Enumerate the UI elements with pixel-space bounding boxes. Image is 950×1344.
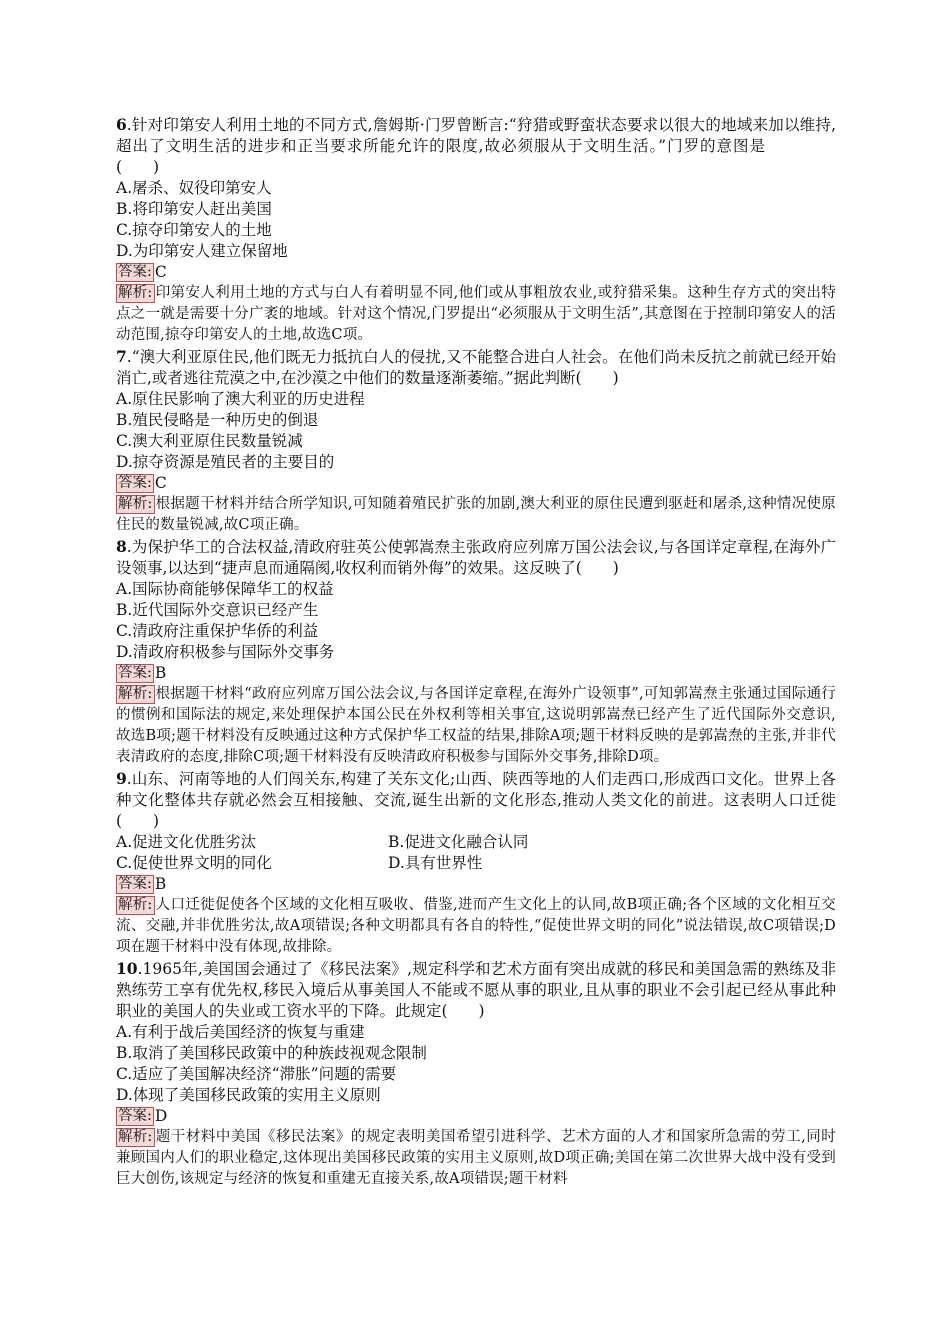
question-number: 7	[116, 347, 127, 366]
answer-tag: 答案:	[118, 665, 152, 681]
answer-line	[116, 473, 836, 494]
question-6	[116, 114, 836, 346]
analysis-tag: 解析:	[118, 285, 153, 301]
analysis-tag: 解析:	[118, 897, 153, 913]
question-10	[116, 958, 836, 1190]
option-c: C.掠夺印第安人的土地	[116, 221, 272, 239]
option-b: B.近代国际外交意识已经产生	[116, 601, 319, 619]
analysis-text: 解析: 根据题干材料并结合所学知识,可知随着殖民扩张的加剧,澳大利亚的原住民遭到驱赶和屠杀,这种情况使原住民的数量锐减,故C项正确。	[116, 496, 836, 533]
answer-value: C	[154, 263, 167, 281]
question-9	[116, 768, 836, 958]
option-b: B.取消了美国移民政策中的种族歧视观念限制	[116, 1044, 427, 1062]
answer-tag: 答案:	[118, 876, 152, 892]
answer-tag: 答案:	[118, 1108, 152, 1124]
question-stem: 6.针对印第安人利用土地的不同方式,詹姆斯·门罗曾断言:“狩猎或野蛮状态要求以很大的地域来加以维持,超出了文明生活的进步和正当要求所能允许的限度,故必须服从于文明生活。”门罗的意图是( )	[116, 115, 836, 176]
answer-line	[116, 874, 836, 895]
option-d: D.具有世界性	[388, 854, 483, 872]
option-d: D.清政府积极参与国际外交事务	[116, 643, 335, 661]
analysis-text: 解析: 印第安人利用土地的方式与白人有着明显不同,他们或从事粗放农业,或狩猎采集。这种生存方式的突出特点之一就是需要十分广袤的地域。针对这个情况,门罗提出“必须服从于文明生活”,其意图在于控制印第安人的活动范围,掠夺印第安人的土地,故选C项。	[116, 285, 836, 343]
analysis-tag: 解析:	[118, 1129, 153, 1145]
question-7	[116, 346, 836, 536]
option-a: A.促进文化优胜劣汰	[116, 833, 257, 851]
question-number: 6	[116, 115, 127, 134]
option-c: C.适应了美国解决经济“滞胀”问题的需要	[116, 1065, 397, 1083]
answer-line	[116, 262, 836, 283]
analysis-tag: 解析:	[118, 496, 153, 512]
option-c: C.清政府注重保护华侨的利益	[116, 622, 319, 640]
option-a: A.屠杀、奴役印第安人	[116, 179, 272, 197]
analysis-text: 解析: 根据题干材料“政府应列席万国公法会议,与各国详定章程,在海外广设领事”,可知郭嵩焘主张通过国际通行的惯例和国际法的规定,来处理保护本国公民在外权利等相关事宜,这说明郭嵩焘已经产生了近代国际外交意识,故选B项;题干材料没有反映通过这种方式保护华工权益的结果,排除A项;题干材料反映的是郭嵩焘的主张,并非代表清政府的态度,排除C项;题干材料没有反映清政府积极参与国际外交事务,排除D项。	[116, 686, 836, 765]
document-page	[116, 114, 836, 1190]
answer-tag: 答案:	[118, 475, 152, 491]
option-c: C.促使世界文明的同化	[116, 854, 272, 872]
option-b: B.促进文化融合认同	[388, 833, 529, 851]
option-a: A.原住民影响了澳大利亚的历史进程	[116, 390, 365, 408]
answer-value: B	[154, 875, 167, 893]
option-a: A.有利于战后美国经济的恢复与重建	[116, 1023, 365, 1041]
option-c: C.澳大利亚原住民数量锐减	[116, 432, 303, 450]
option-b: B.将印第安人赶出美国	[116, 200, 272, 218]
option-d: D.掠夺资源是殖民者的主要目的	[116, 453, 335, 471]
answer-line	[116, 1106, 836, 1127]
option-d: D.为印第安人建立保留地	[116, 242, 288, 260]
question-8	[116, 536, 836, 768]
analysis-text: 解析: 题干材料中美国《移民法案》的规定表明美国希望引进科学、艺术方面的人才和国家所急需的劳工,同时兼顾国内人们的职业稳定,这体现出美国移民政策的实用主义原则,故D项正确;美国在第二次世界大战中没有受到巨大创伤,该规定与经济的恢复和重建无直接关系,故A项错误;题干材料	[116, 1129, 836, 1187]
question-stem: 10.1965年,美国国会通过了《移民法案》,规定科学和艺术方面有突出成就的移民和美国急需的熟练及非熟练劳工享有优先权,移民入境后从事美国人不能或不愿从事的职业,且从事的职业不会引起已经从事此种职业的美国人的失业或工资水平的下降。此规定( )	[116, 959, 836, 1020]
option-a: A.国际协商能够保障华工的权益	[116, 580, 334, 598]
question-number: 8	[116, 537, 127, 556]
question-stem: 8.为保护华工的合法权益,清政府驻英公使郭嵩焘主张政府应列席万国公法会议,与各国详定章程,在海外广设领事,以达到“捷声息而通隔阂,收权利而销外侮”的效果。这反映了( )	[116, 537, 836, 577]
options-grid	[116, 832, 836, 874]
answer-value: B	[154, 664, 167, 682]
question-number: 10	[116, 959, 138, 978]
question-stem: 7.“澳大利亚原住民,他们既无力抵抗白人的侵扰,又不能整合进白人社会。在他们尚未反抗之前就已经开始消亡,或者逃往荒漠之中,在沙漠之中他们的数量逐渐萎缩。”据此判断( )	[116, 347, 836, 387]
answer-tag: 答案:	[118, 264, 152, 280]
answer-line	[116, 663, 836, 684]
analysis-text: 解析: 人口迁徙促使各个区域的文化相互吸收、借鉴,进而产生文化上的认同,故B项正确;各个区域的文化相互交流、交融,并非优胜劣汰,故A项错误;各种文明都具有各自的特性,“促使世界文明的同化”说法错误,故C项错误;D项在题干材料中没有体现,故排除。	[116, 897, 836, 955]
answer-value: C	[154, 474, 167, 492]
option-b: B.殖民侵略是一种历史的倒退	[116, 411, 319, 429]
question-number: 9	[116, 769, 127, 788]
option-d: D.体现了美国移民政策的实用主义原则	[116, 1086, 381, 1104]
question-stem: 9.山东、河南等地的人们闯关东,构建了关东文化;山西、陕西等地的人们走西口,形成西口文化。世界上各种文化整体共存就必然会互相接触、交流,诞生出新的文化形态,推动人类文化的前进。这表明人口迁徙( )	[116, 769, 836, 830]
analysis-tag: 解析:	[118, 686, 153, 702]
answer-value: D	[154, 1107, 168, 1125]
